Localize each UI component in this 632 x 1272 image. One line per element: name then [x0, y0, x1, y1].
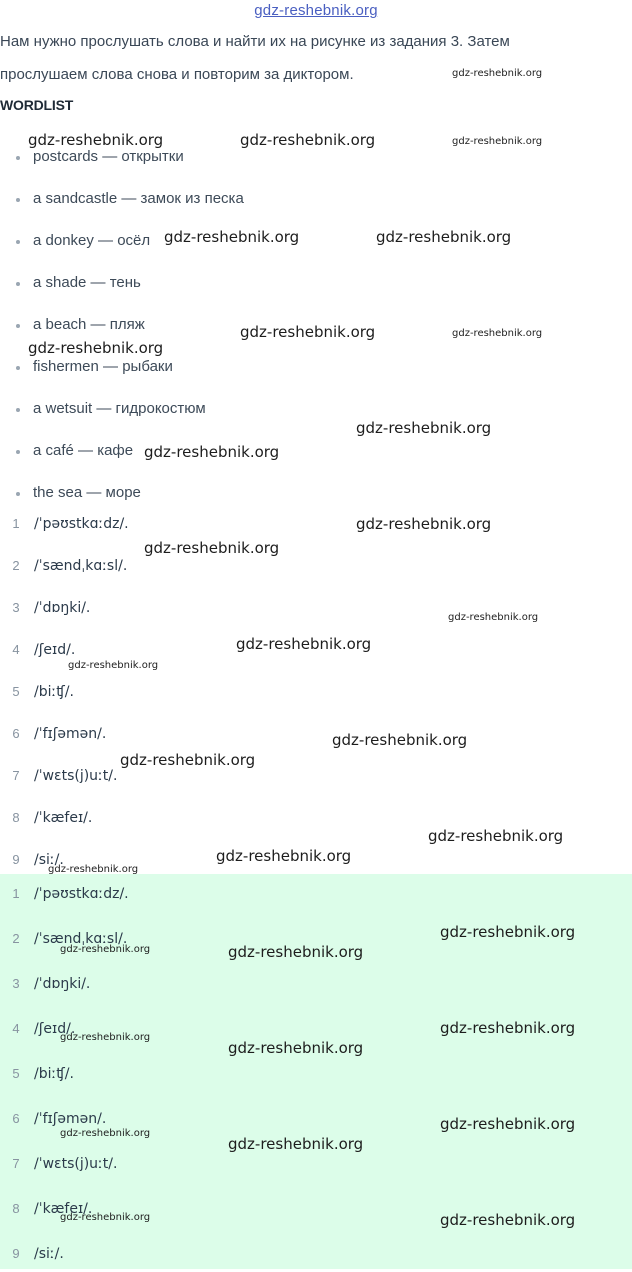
transcription: /ˈkæfeɪ/.: [34, 1201, 93, 1217]
site-header-link[interactable]: gdz-reshebnik.org: [254, 2, 378, 19]
wordlist-entry: a café — кафе: [33, 442, 134, 459]
watermark: gdz-reshebnik.org: [228, 943, 364, 961]
list-item: [0, 1152, 632, 1182]
transcription: /ˈfɪʃəmən/.: [34, 726, 107, 742]
transcription: /biːʧ/.: [34, 684, 74, 700]
watermark: gdz-reshebnik.org: [164, 228, 300, 246]
watermark: gdz-reshebnik.org: [356, 515, 492, 533]
item-number: 7: [12, 1156, 20, 1171]
item-number: 9: [12, 1246, 20, 1261]
list-item: [0, 722, 632, 752]
wordlist-entry: a donkey — осёл: [33, 232, 151, 249]
watermark: gdz-reshebnik.org: [144, 443, 280, 461]
item-number: 8: [12, 810, 20, 825]
list-item: [0, 972, 632, 1002]
list-item: [0, 438, 632, 468]
bullet-icon: [16, 450, 20, 454]
watermark: gdz-reshebnik.org: [440, 923, 576, 941]
watermark: gdz-reshebnik.org: [240, 131, 376, 149]
item-number: 6: [12, 726, 20, 741]
bullet-icon: [16, 408, 20, 412]
watermark: gdz-reshebnik.org: [144, 539, 280, 557]
transcription: /ˈdɒŋki/.: [34, 976, 91, 992]
wordlist-entry: a sandcastle — замок из песка: [33, 190, 244, 207]
transcription: /ˈpəʊstkɑːdz/.: [34, 886, 129, 902]
list-item: [0, 228, 632, 258]
item-number: 4: [12, 1021, 20, 1036]
watermark: gdz-reshebnik.org: [452, 328, 543, 339]
list-item: [0, 554, 632, 584]
watermark: gdz-reshebnik.org: [356, 419, 492, 437]
list-item: [0, 512, 632, 542]
watermark: gdz-reshebnik.org: [332, 731, 468, 749]
watermark: gdz-reshebnik.org: [240, 323, 376, 341]
item-number: 2: [12, 931, 20, 946]
watermark: gdz-reshebnik.org: [440, 1115, 576, 1133]
watermark: gdz-reshebnik.org: [440, 1211, 576, 1229]
list-item: [0, 1062, 632, 1092]
bullet-icon: [16, 156, 20, 160]
wordlist-entry: the sea — море: [33, 484, 141, 501]
watermark: gdz-reshebnik.org: [48, 864, 139, 875]
wordlist-entry: postcards — открытки: [33, 148, 184, 165]
item-number: 1: [12, 886, 20, 901]
intro-line-2: прослушаем слова снова и повторим за диктором.: [0, 66, 354, 83]
transcription: /ˈpəʊstkɑːdz/.: [34, 516, 129, 532]
intro-line-1: Нам нужно прослушать слова и найти их на рисунке из задания 3. Затем: [0, 33, 510, 50]
item-number: 1: [12, 516, 20, 531]
wordlist-entry: a wetsuit — гидрокостюм: [33, 400, 206, 417]
item-number: 5: [12, 1066, 20, 1081]
transcription: /ʃeɪd/.: [34, 1021, 76, 1037]
watermark: gdz-reshebnik.org: [60, 944, 151, 955]
item-number: 4: [12, 642, 20, 657]
transcription: /biːʧ/.: [34, 1066, 74, 1082]
item-number: 8: [12, 1201, 20, 1216]
watermark: gdz-reshebnik.org: [228, 1039, 364, 1057]
bullet-icon: [16, 198, 20, 202]
watermark: gdz-reshebnik.org: [28, 339, 164, 357]
item-number: 5: [12, 684, 20, 699]
list-item: [0, 764, 632, 794]
transcription: /ˈkæfeɪ/.: [34, 810, 93, 826]
list-item: [0, 186, 632, 216]
list-item: [0, 270, 632, 300]
watermark: gdz-reshebnik.org: [228, 1135, 364, 1153]
item-number: 3: [12, 976, 20, 991]
item-number: 2: [12, 558, 20, 573]
transcription: /ˈdɒŋki/.: [34, 600, 91, 616]
item-number: 3: [12, 600, 20, 615]
transcription: /ˈsændˌkɑːsl/.: [34, 931, 128, 947]
item-number: 7: [12, 768, 20, 783]
transcription: /ˈwɛts(j)uːt/.: [34, 1156, 118, 1172]
list-item: [0, 480, 632, 510]
watermark: gdz-reshebnik.org: [448, 612, 539, 623]
watermark: gdz-reshebnik.org: [440, 1019, 576, 1037]
wordlist-heading: WORDLIST: [0, 97, 74, 113]
watermark: gdz-reshebnik.org: [376, 228, 512, 246]
list-item: [0, 882, 632, 912]
watermark: gdz-reshebnik.org: [28, 131, 164, 149]
watermark: gdz-reshebnik.org: [452, 68, 543, 79]
watermark: gdz-reshebnik.org: [428, 827, 564, 845]
watermark: gdz-reshebnik.org: [452, 136, 543, 147]
bullet-icon: [16, 282, 20, 286]
bullet-icon: [16, 366, 20, 370]
watermark: gdz-reshebnik.org: [236, 635, 372, 653]
bullet-icon: [16, 324, 20, 328]
item-number: 9: [12, 852, 20, 867]
watermark: gdz-reshebnik.org: [120, 751, 256, 769]
wordlist-entry: a shade — тень: [33, 274, 141, 291]
transcription: /ˈwɛts(j)uːt/.: [34, 768, 118, 784]
watermark: gdz-reshebnik.org: [60, 1032, 151, 1043]
bullet-icon: [16, 240, 20, 244]
watermark: gdz-reshebnik.org: [60, 1128, 151, 1139]
list-item: [0, 1242, 632, 1272]
bullet-icon: [16, 492, 20, 496]
wordlist-entry: a beach — пляж: [33, 316, 145, 333]
transcription: /siː/.: [34, 852, 64, 868]
watermark: gdz-reshebnik.org: [60, 1212, 151, 1223]
item-number: 6: [12, 1111, 20, 1126]
watermark: gdz-reshebnik.org: [68, 660, 159, 671]
list-item: [0, 680, 632, 710]
transcription: /ˈfɪʃəmən/.: [34, 1111, 107, 1127]
watermark: gdz-reshebnik.org: [216, 847, 352, 865]
list-item: [0, 354, 632, 384]
transcription: /ˈsændˌkɑːsl/.: [34, 558, 128, 574]
transcription: /ʃeɪd/.: [34, 642, 76, 658]
wordlist-entry: fishermen — рыбаки: [33, 358, 173, 375]
transcription: /siː/.: [34, 1246, 64, 1262]
list-item: [0, 396, 632, 426]
